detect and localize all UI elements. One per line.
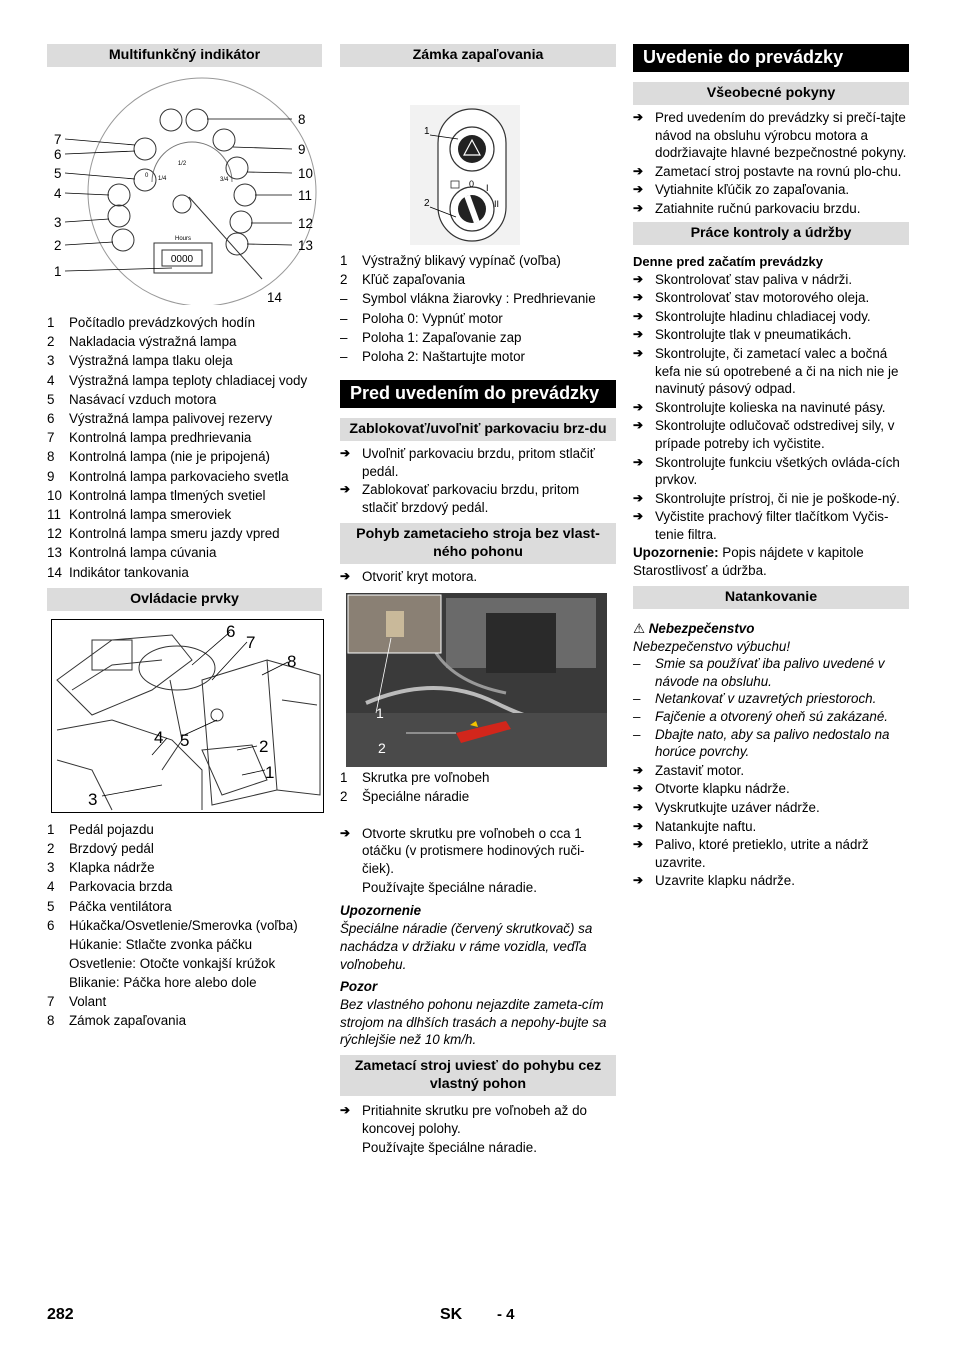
controls-legend-item-text: Klapka nádrže <box>69 860 155 876</box>
gauge-diagram <box>47 67 322 305</box>
controls-legend-item <box>47 916 322 935</box>
arrow-icon: ➔ <box>633 200 644 215</box>
gauge-legend-item-text: Kontrolná lampa tlmených svetiel <box>69 487 266 503</box>
ignition-legend-item-text: Symbol vlákna žiarovky : Predhrievanie <box>362 291 596 307</box>
engine-photo <box>346 593 607 767</box>
arrow-icon: ➔ <box>633 182 644 197</box>
arrow-icon: ➔ <box>633 399 644 414</box>
dash-bullet: – <box>633 709 641 725</box>
danger-list <box>633 655 909 761</box>
move-without-drive-step <box>340 568 616 586</box>
gauge-legend-item <box>47 467 322 486</box>
danger-item <box>633 690 909 708</box>
ignition-legend-item-text: Poloha 1: Zapaľovanie zap <box>362 329 522 345</box>
refuelling-step <box>633 762 909 780</box>
cockpit-label-8: 8 <box>287 651 297 671</box>
gauge-legend-item-text: Výstražná lampa palivovej rezervy <box>69 411 273 427</box>
gauge-legend-item <box>47 313 322 332</box>
photo-legend-item <box>340 787 616 806</box>
special-tool-note-2: Používajte špeciálne náradie. <box>362 1140 537 1156</box>
move-with-drive-step-text: Pritiahnite skrutku pre voľnobeh až do koncovej polohy. <box>362 1102 587 1136</box>
engine-photo-figure <box>346 593 607 767</box>
daily-check <box>633 399 909 417</box>
refuelling-step <box>633 780 909 798</box>
section-heading-ignition-lock: Zámka zapaľovania <box>340 44 616 67</box>
label-3: 3 <box>54 215 62 230</box>
daily-check-text: Skontrolujte funkciu všetkých ovláda-cích prvkov. <box>655 454 900 488</box>
gauge-legend-item-number: 9 <box>47 468 55 484</box>
free-wheel-step <box>340 825 616 898</box>
gauge-legend-item <box>47 409 322 428</box>
ignition-legend-item-text: Výstražný blikavý vypínač (voľba) <box>362 253 561 268</box>
cockpit-label-2: 2 <box>259 736 269 756</box>
engine-photo-legend <box>340 768 616 806</box>
gauge-legend-item-number: 11 <box>47 507 61 523</box>
column-3 <box>633 44 909 891</box>
ignition-legend-item-number: – <box>340 291 348 307</box>
ignition-drawing <box>340 67 616 249</box>
gauge-legend-item <box>47 505 322 524</box>
controls-legend-item <box>47 839 322 858</box>
arrow-icon: ➔ <box>633 800 644 814</box>
label-14: 14 <box>267 290 282 305</box>
gauge-legend-item-text: Výstražná lampa teploty chladiacej vody <box>69 372 308 388</box>
refuelling-step <box>633 818 909 836</box>
gauge-legend-item-number: 5 <box>47 391 55 407</box>
column-1 <box>47 44 322 1030</box>
daily-check <box>633 345 909 398</box>
arrow-icon: ➔ <box>340 825 351 840</box>
maintenance-note <box>633 544 909 579</box>
photo-legend-item-text: Špeciálne náradie <box>362 789 470 805</box>
ignition-legend-item <box>340 309 616 328</box>
controls-legend-item-number: 8 <box>47 1013 55 1029</box>
language-code: SK <box>440 1306 463 1323</box>
parking-brake-step-text: Zablokovať parkovaciu brzdu, pritom stlačiť brzdový pedál. <box>362 482 580 515</box>
fuel-half-label: 1/2 <box>177 161 187 167</box>
controls-legend-item <box>47 877 322 896</box>
section-heading-move-with-drive: Zametací stroj uviesť do pohybu cez vlastný pohon <box>340 1055 616 1096</box>
daily-checks-title: Denne pred začatím prevádzky <box>633 253 824 269</box>
daily-check-text: Skontrolujte, či zametací valec a bočná kefa nie sú opotrebené a či na nich nie je navinutý pásový odpad. <box>655 345 899 397</box>
daily-check-text: Skontrolujte prístroj, či nie je poškode-ný. <box>655 490 900 506</box>
cockpit-drawing <box>52 620 323 812</box>
multifunction-gauge-figure <box>47 67 322 305</box>
refuelling-step-text: Otvorte klapku nádrže. <box>655 781 790 797</box>
label-11: 11 <box>298 188 312 203</box>
daily-check <box>633 417 909 452</box>
gauge-legend-item-text: Kontrolná lampa smeroviek <box>69 507 232 523</box>
ignition-label-1: 1 <box>424 126 430 137</box>
label-8: 8 <box>298 112 306 127</box>
controls-legend-subitem: Blikanie: Páčka hore alebo dole <box>69 975 257 991</box>
refuelling-step-text: Zastaviť motor. <box>655 762 745 778</box>
move-without-drive-steps <box>340 568 616 586</box>
dash-bullet: – <box>633 656 641 672</box>
general-instructions <box>633 109 909 218</box>
danger-item <box>633 726 909 761</box>
section-heading-multifunction: Multifunkčný indikátor <box>47 44 322 67</box>
gauge-legend-item-number: 13 <box>47 545 62 561</box>
photo-legend-item-number: 2 <box>340 789 348 805</box>
refuelling-step <box>633 836 909 871</box>
arrow-icon: ➔ <box>633 818 644 833</box>
caution-title: Pozor <box>340 979 378 995</box>
daily-check-text: Skontrolujte hladinu chladiacej vody. <box>655 308 871 324</box>
controls-legend-subitem: Osvetlenie: Otočte vonkajší krúžok <box>69 956 276 972</box>
ignition-legend-item-number: – <box>340 349 348 365</box>
daily-check-text: Skontrolovať stav motorového oleja. <box>655 290 870 306</box>
arrow-icon: ➔ <box>340 482 351 497</box>
label-10: 10 <box>298 166 313 181</box>
controls-legend-item-number: 7 <box>47 994 55 1010</box>
ignition-legend-item <box>340 347 616 366</box>
fuel-1-4-label: 1/4 <box>158 176 167 182</box>
label-9: 9 <box>298 142 306 157</box>
ignition-legend-item <box>340 328 616 347</box>
gauge-legend-item-number: 10 <box>47 487 62 503</box>
controls-legend-item-text: Parkovacia brzda <box>69 879 173 895</box>
free-wheel-step-text: Otvorte skrutku pre voľnobeh o cca 1 otáčku (v protismere hodinových ruči-čiek). <box>362 825 585 876</box>
gauge-legend-item-number: 3 <box>47 353 55 369</box>
special-tool-note-1: Používajte špeciálne náradie. <box>362 880 537 896</box>
general-instruction-text: Pred uvedením do prevádzky si prečí-tajte návod na obsluhu výrobcu motora a dodržiavajte hlavné bezpečnostné pokyny. <box>655 110 907 161</box>
gauge-legend-item-number: 8 <box>47 449 55 465</box>
ignition-legend-item-number: – <box>340 329 348 345</box>
ignition-legend-item <box>340 289 616 308</box>
general-instruction <box>633 163 909 181</box>
gauge-legend-item-text: Kontrolná lampa parkovacieho svetla <box>69 468 289 484</box>
daily-check-text: Skontrolujte odlučovač odstredivej sily, v prípade potreby ich vyčistite. <box>655 418 895 451</box>
arrow-icon: ➔ <box>633 345 644 360</box>
daily-check <box>633 454 909 489</box>
daily-check <box>633 289 909 307</box>
arrow-icon: ➔ <box>633 762 644 777</box>
page-number: 282 <box>47 1306 74 1323</box>
label-1: 1 <box>54 264 62 279</box>
move-with-drive-step <box>340 1102 616 1157</box>
ignition-legend-item <box>340 270 616 289</box>
section-page: - 4 <box>497 1306 515 1323</box>
column-2 <box>340 44 616 1157</box>
daily-check-text: Skontrolujte tlak v pneumatikách. <box>655 327 852 343</box>
label-7: 7 <box>54 132 62 147</box>
photo-label-1: 1 <box>376 705 384 722</box>
photo-legend-item-text: Skrutka pre voľnobeh <box>362 770 490 786</box>
general-instruction-text: Zatiahnite ručnú parkovaciu brzdu. <box>655 200 861 216</box>
dash-bullet: – <box>633 726 641 742</box>
gauge-legend-item-text: Počítadlo prevádzkových hodín <box>69 315 256 330</box>
refuelling-step-text: Uzavrite klapku nádrže. <box>655 873 795 889</box>
general-instruction <box>633 109 909 162</box>
section-heading-controls: Ovládacie prvky <box>47 588 322 611</box>
fuel-3-4-label: 3/4 <box>220 177 229 183</box>
gauge-legend-item <box>47 371 322 390</box>
controls-legend-item-number: 6 <box>47 917 55 933</box>
section-heading-move-without-drive: Pohyb zametacieho stroja bez vlast-ného pohonu <box>340 523 616 564</box>
controls-legend <box>47 820 322 1031</box>
arrow-icon: ➔ <box>633 490 644 505</box>
danger-item-text: Smie sa používať iba palivo uvedené v návode na obsluhu. <box>655 656 885 689</box>
ignition-legend-item-text: Poloha 2: Naštartujte motor <box>362 349 526 365</box>
refuelling-step-text: Natankujte naftu. <box>655 818 757 834</box>
general-instruction <box>633 200 909 218</box>
danger-text: Nebezpečenstvo výbuchu! <box>633 638 791 654</box>
refuelling-step-text: Palivo, ktoré pretieklo, utrite a nádrž uzavrite. <box>655 837 869 870</box>
arrow-icon: ➔ <box>633 327 644 342</box>
gauge-legend-item-number: 6 <box>47 411 55 427</box>
gauge-legend-item-text: Nakladacia výstražná lampa <box>69 334 237 350</box>
ignition-position-2: II <box>494 199 500 209</box>
cockpit-figure <box>51 619 324 813</box>
cockpit-label-5: 5 <box>180 730 190 750</box>
controls-legend-item-number: 2 <box>47 841 55 857</box>
section-heading-maintenance: Práce kontroly a údržby <box>633 222 909 245</box>
danger-title: Nebezpečenstvo <box>648 620 755 636</box>
danger-item-text: Netankovať v uzavretých priestoroch. <box>655 691 877 707</box>
controls-legend-item <box>47 897 322 916</box>
photo-legend-item <box>340 768 616 787</box>
ignition-legend <box>340 251 616 366</box>
section-heading-general: Všeobecné pokyny <box>633 82 909 105</box>
ignition-legend-item <box>340 251 616 270</box>
refuelling-step <box>633 799 909 817</box>
dash-bullet: – <box>633 691 641 707</box>
section-heading-parking-brake: Zablokovať/uvoľniť parkovaciu brz-du <box>340 418 616 441</box>
cockpit-label-7: 7 <box>246 632 256 652</box>
controls-legend-item-text: Volant <box>69 994 107 1010</box>
daily-check-text: Skontrolujte kolieska na navinuté pásy. <box>655 399 886 415</box>
controls-legend-item-number: 5 <box>47 898 55 914</box>
move-without-drive-step-text: Otvoriť kryt motora. <box>362 568 478 584</box>
arrow-icon: ➔ <box>633 454 644 469</box>
arrow-icon: ➔ <box>633 290 644 305</box>
section-heading-refuelling: Natankovanie <box>633 586 909 609</box>
parking-brake-step-text: Uvoľniť parkovaciu brzdu, pritom stlačiť pedál. <box>362 446 595 479</box>
cockpit-label-3: 3 <box>88 789 98 809</box>
ignition-figure <box>340 67 616 249</box>
gauge-legend-item <box>47 351 322 370</box>
gauge-legend-item-number: 4 <box>47 372 55 388</box>
maintenance-note-label: Upozornenie: <box>633 545 719 561</box>
label-6: 6 <box>54 147 62 162</box>
label-12: 12 <box>298 216 313 231</box>
gauge-legend-item-text: Výstražná lampa tlaku oleja <box>69 353 233 369</box>
parking-brake-step <box>340 481 616 516</box>
gauge-legend-item <box>47 524 322 543</box>
general-instruction-text: Vytiahnite kľúčik zo zapaľovania. <box>655 182 850 198</box>
refuelling-step-text: Vyskrutkujte uzáver nádrže. <box>655 800 820 815</box>
cockpit-label-1: 1 <box>265 762 275 782</box>
hours-label: Hours <box>174 236 192 242</box>
gauge-legend-item-text: Kontrolná lampa (nie je pripojená) <box>69 449 270 465</box>
gauge-legend <box>47 313 322 582</box>
arrow-icon: ➔ <box>633 308 644 323</box>
photo-label-2: 2 <box>378 740 386 757</box>
gauge-legend-item <box>47 332 322 351</box>
ignition-label-2: 2 <box>424 198 430 209</box>
gauge-legend-item <box>47 563 322 582</box>
danger-item-text: Fajčenie a otvorený oheň sú zakázané. <box>655 709 888 725</box>
daily-check <box>633 490 909 508</box>
controls-legend-item-number: 3 <box>47 860 55 876</box>
refuelling-steps <box>633 762 909 890</box>
general-instruction <box>633 181 909 199</box>
danger-heading <box>633 619 909 638</box>
controls-legend-item-number: 4 <box>47 879 55 895</box>
note-text: Špeciálne náradie (červený skrutkovač) sa nachádza v držiaku v ráme vozidla, veďľa voľnobehu. <box>340 921 593 972</box>
arrow-icon: ➔ <box>633 873 644 888</box>
controls-legend-item <box>47 858 322 877</box>
controls-legend-item-text: Zámok zapaľovania <box>69 1013 187 1029</box>
daily-check-text: Skontrolovať stav paliva v nádrži. <box>655 271 853 287</box>
arrow-icon: ➔ <box>633 110 644 124</box>
ignition-legend-item-text: Kľúč zapaľovania <box>362 272 466 288</box>
controls-legend-item-number: 1 <box>47 821 55 837</box>
parking-brake-step <box>340 445 616 480</box>
arrow-icon: ➔ <box>340 446 351 461</box>
parking-brake-steps <box>340 445 616 516</box>
note-title: Upozornenie <box>340 903 422 919</box>
arrow-icon: ➔ <box>633 837 644 852</box>
label-4: 4 <box>54 186 62 201</box>
gauge-legend-item-number: 7 <box>47 430 55 446</box>
ignition-position-1: I <box>486 183 489 193</box>
gauge-legend-item <box>47 447 322 466</box>
gauge-legend-item-text: Kontrolná lampa smeru jazdy vpred <box>69 526 280 542</box>
ignition-position-0: 0 <box>469 179 475 189</box>
arrow-icon: ➔ <box>340 1102 351 1117</box>
arrow-icon: ➔ <box>633 781 644 796</box>
gauge-legend-item <box>47 390 322 409</box>
gauge-legend-item <box>47 428 322 447</box>
gauge-legend-item-text: Kontrolná lampa predhrievania <box>69 430 252 446</box>
arrow-icon: ➔ <box>633 271 644 286</box>
maintenance-note-text: Popis nájdete v kapitole Starostlivosť a údržba. <box>633 545 864 579</box>
controls-legend-item-text: Húkačka/Osvetlenie/Smerovka (voľba) <box>69 917 298 933</box>
daily-checks-list <box>633 271 909 544</box>
arrow-icon: ➔ <box>340 568 351 583</box>
chapter-heading-before-operation: Pred uvedením do prevádzky <box>340 380 616 408</box>
cockpit-label-4: 4 <box>154 727 164 747</box>
controls-legend-item <box>47 820 322 839</box>
general-instruction-text: Zametací stroj postavte na rovnú plo-chu. <box>655 163 902 179</box>
label-2: 2 <box>54 238 62 253</box>
controls-legend-item-text: Brzdový pedál <box>69 841 154 857</box>
controls-legend-item-text: Pedál pojazdu <box>69 821 154 837</box>
caution-text: Bez vlastného pohonu nejazdite zameta-cím strojom na dlhších trasách a nepohy-bujte sa rýchlejšie než 10 km/h. <box>340 997 607 1048</box>
photo-legend-item-number: 1 <box>340 770 348 786</box>
warning-triangle-icon: ⚠ <box>633 620 646 636</box>
gauge-legend-item <box>47 543 322 562</box>
gauge-legend-item-number: 14 <box>47 564 62 580</box>
gauge-legend-item-number: 2 <box>47 334 55 350</box>
refuelling-step <box>633 872 909 890</box>
label-5: 5 <box>54 166 62 181</box>
daily-check <box>633 508 909 543</box>
ignition-legend-item-number: 2 <box>340 272 348 288</box>
hours-counter-display: 0000 <box>170 254 194 265</box>
daily-check <box>633 326 909 344</box>
danger-item <box>633 708 909 726</box>
label-13: 13 <box>298 238 313 253</box>
gauge-legend-item-text: Kontrolná lampa cúvania <box>69 545 217 561</box>
gauge-legend-item <box>47 486 322 505</box>
ignition-legend-item-number: – <box>340 310 348 326</box>
controls-legend-subitem: Húkanie: Stlačte zvonka páčku <box>69 937 253 953</box>
cockpit-label-6: 6 <box>226 621 236 641</box>
daily-check <box>633 308 909 326</box>
controls-legend-item-text: Páčka ventilátora <box>69 898 172 914</box>
ignition-legend-item-text: Poloha 0: Vypnúť motor <box>362 310 503 326</box>
fuel-zero-label: 0 <box>145 173 149 179</box>
chapter-heading-start-up: Uvedenie do prevádzky <box>633 44 909 72</box>
gauge-legend-item-text: Indikátor tankovania <box>69 564 189 580</box>
daily-check-text: Vyčistite prachový filter tlačítkom Vyčis-tenie filtra. <box>655 509 889 542</box>
arrow-icon: ➔ <box>633 418 644 433</box>
controls-legend-item <box>47 992 322 1011</box>
gauge-legend-item-number: 1 <box>47 315 55 330</box>
arrow-icon: ➔ <box>633 509 644 524</box>
gauge-legend-item-number: 12 <box>47 526 62 542</box>
gauge-legend-item-text: Nasávací vzduch motora <box>69 391 217 407</box>
daily-check <box>633 271 909 289</box>
danger-item <box>633 655 909 690</box>
arrow-icon: ➔ <box>633 163 644 178</box>
ignition-legend-item-number: 1 <box>340 253 348 268</box>
danger-item-text: Dbajte nato, aby sa palivo nedostalo na horúce povrchy. <box>655 726 890 760</box>
controls-legend-item <box>47 1011 322 1030</box>
